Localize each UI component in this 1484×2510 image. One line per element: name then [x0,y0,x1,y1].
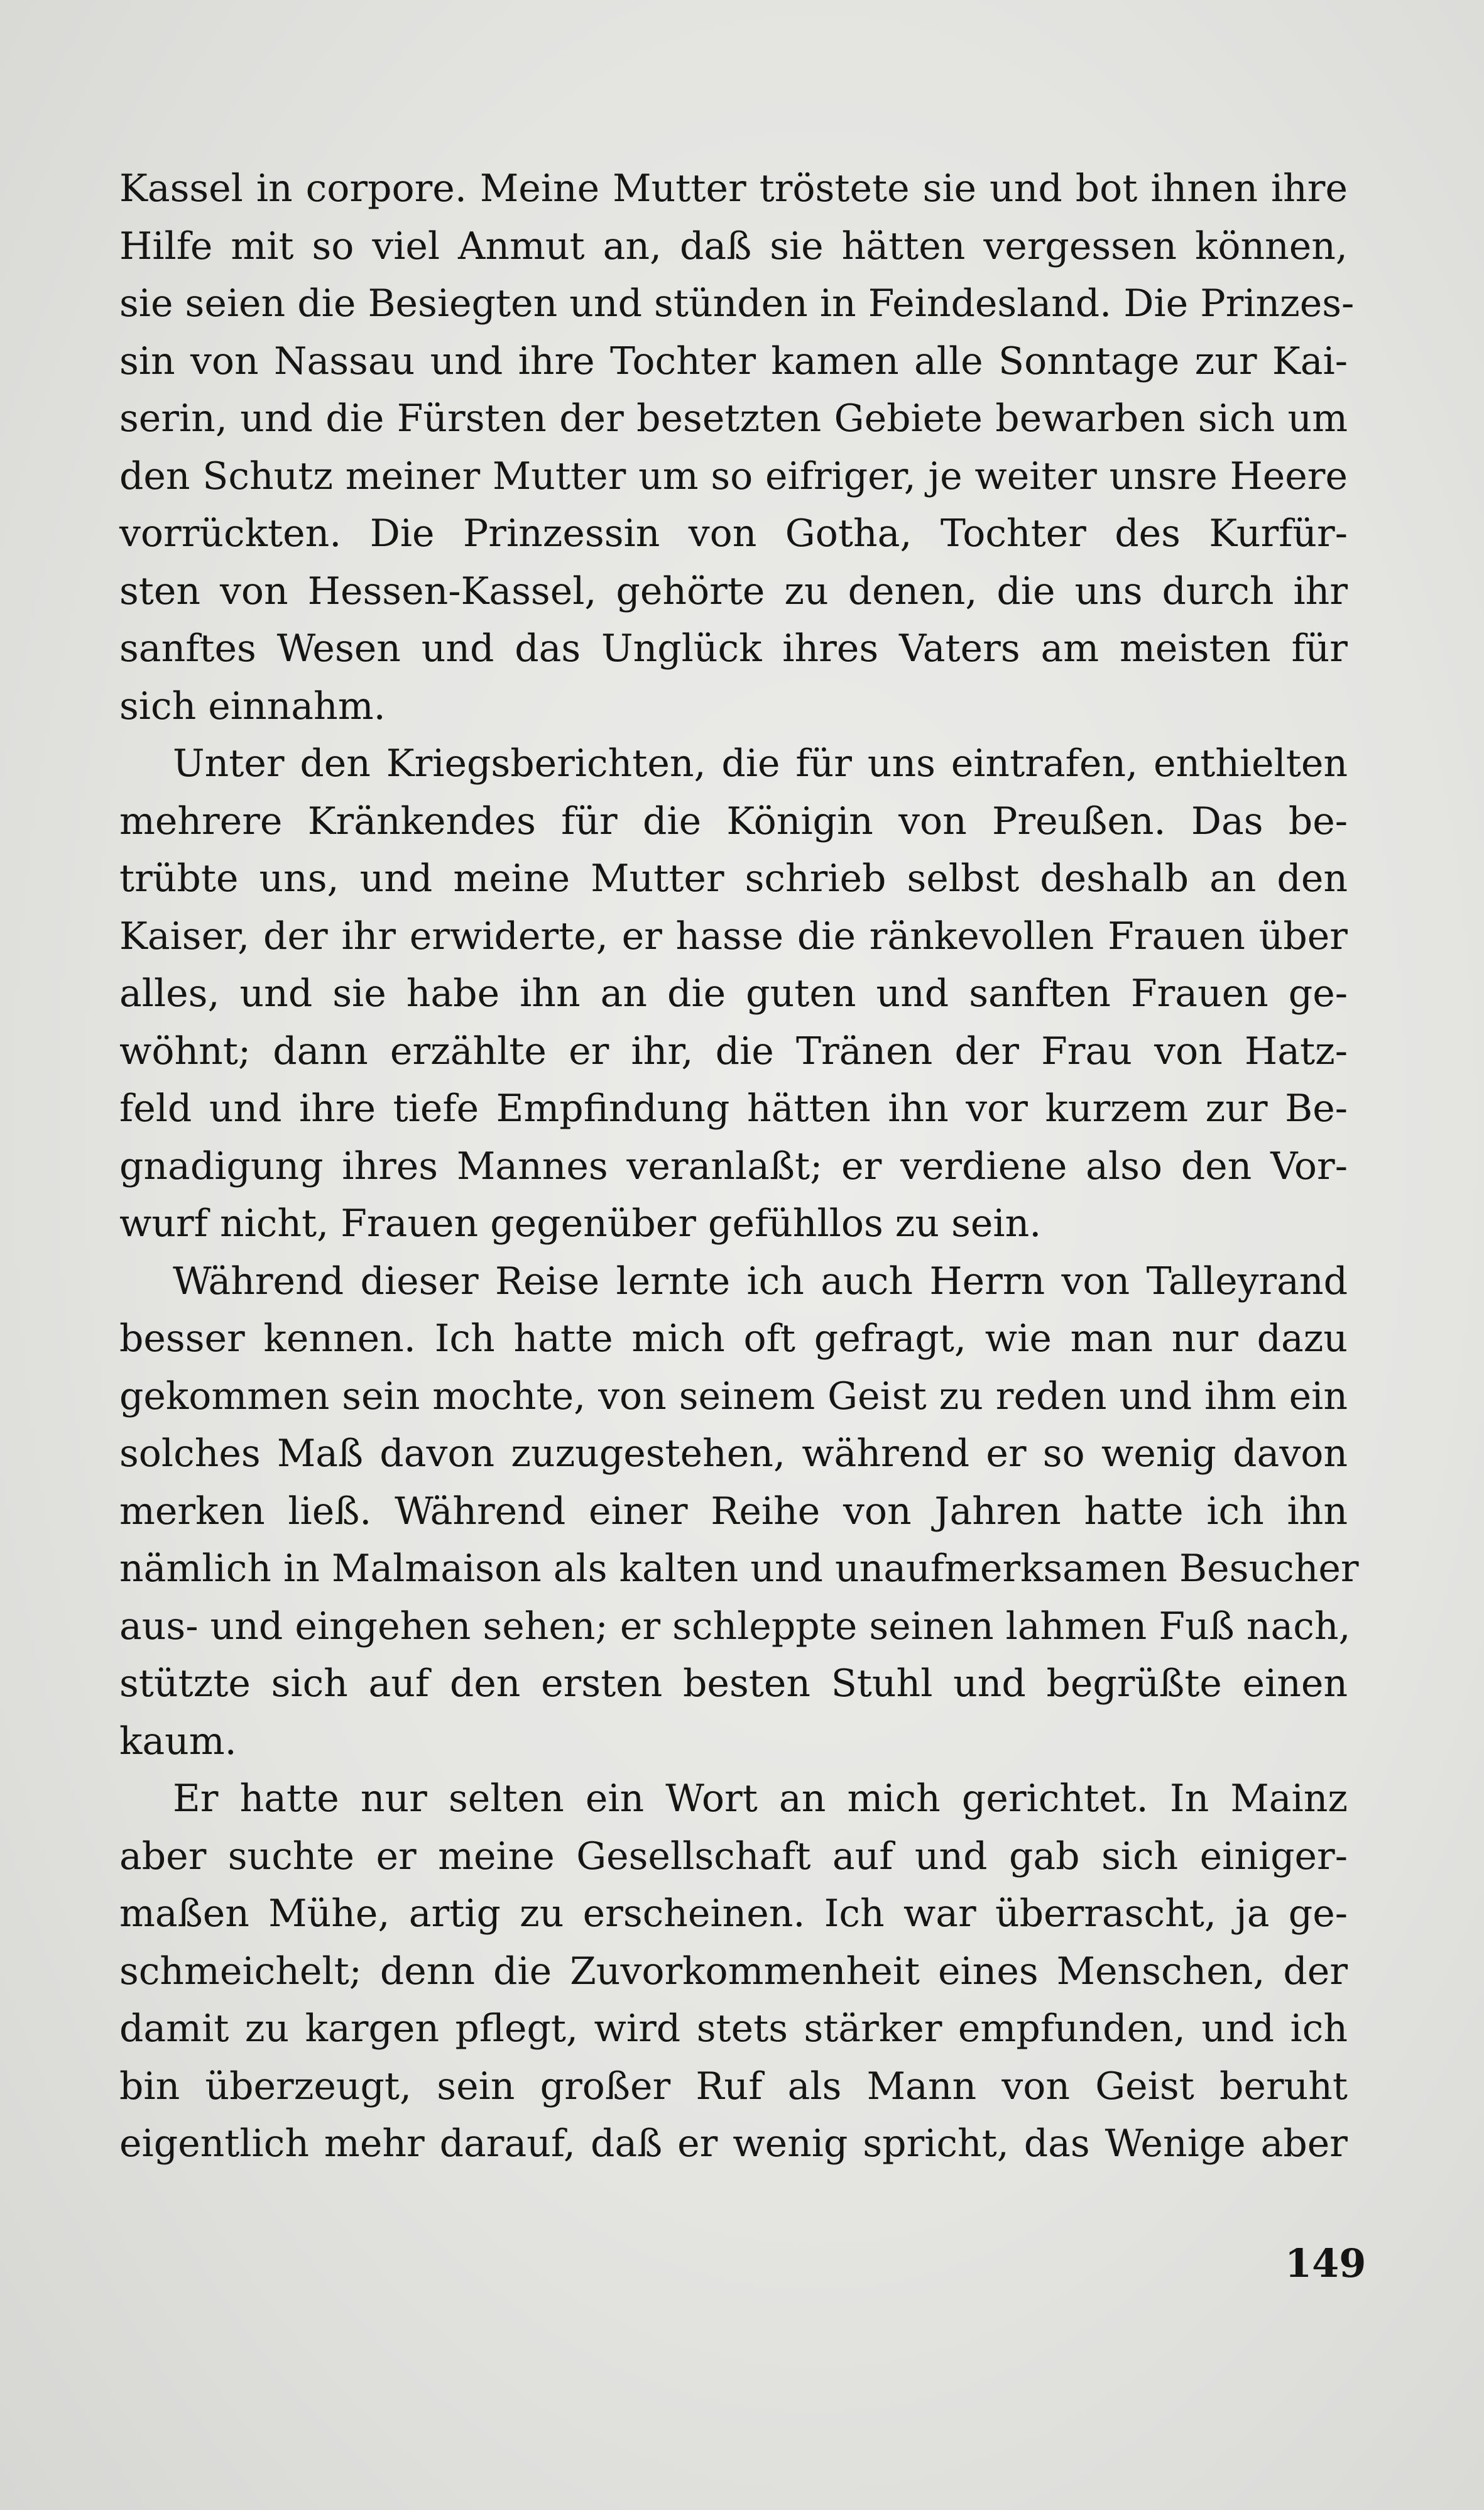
text-line: aber suchte er meine Gesellschaft auf und gab sich einiger- [119,1834,1348,1878]
text-line: Kassel in corpore. Meine Mutter tröstete sie und bot ihnen ihre [119,167,1348,211]
text-line: sten von Hessen-Kassel, gehörte zu denen, die uns durch ihr [119,569,1348,613]
text-line: kaum. [119,1719,237,1763]
text-line: alles, und sie habe ihn an die guten und sanften Frauen ge- [119,972,1348,1016]
text-line: nämlich in Malmaison als kalten und unaufmerksamen Besucher [119,1547,1359,1591]
text-line: sie seien die Besiegten und stünden in Feindesland. Die Prinzes- [119,282,1355,326]
text-line: trübte uns, und meine Mutter schrieb selbst deshalb an den [119,857,1348,901]
text-line: Unter den Kriegsberichten, die für uns eintrafen, enthielten [173,742,1348,786]
text-line: aus- und eingehen sehen; er schleppte seinen lahmen Fuß nach, [119,1604,1351,1648]
text-line: gnadigung ihres Mannes veranlaßt; er verdiene also den Vor- [119,1144,1348,1188]
text-line: Kaiser, der ihr erwiderte, er hasse die ränkevollen Frauen über [119,914,1348,958]
text-line: den Schutz meiner Mutter um so eifriger, je weiter unsre Heere [119,454,1348,498]
text-line: Hilfe mit so viel Anmut an, daß sie hätten vergessen können, [119,224,1348,268]
text-line: eigentlich mehr darauf, daß er wenig spricht, das Wenige aber [119,2122,1348,2166]
text-line: bin überzeugt, sein großer Ruf als Mann von Geist beruht [119,2064,1348,2108]
text-line: damit zu kargen pflegt, wird stets stärker empfunden, und ich [119,2007,1348,2051]
text-line: gekommen sein mochte, von seinem Geist zu reden und ihm ein [119,1374,1348,1418]
text-line: sin von Nassau und ihre Tochter kamen alle Sonntage zur Kai- [119,339,1348,383]
text-line: besser kennen. Ich hatte mich oft gefragt, wie man nur dazu [119,1317,1348,1361]
text-line: wurf nicht, Frauen gegenüber gefühllos zu sein. [119,1202,1042,1246]
text-line: Er hatte nur selten ein Wort an mich gerichtet. In Mainz [173,1777,1348,1821]
text-line: mehrere Kränkendes für die Königin von Preußen. Das be- [119,799,1348,843]
text-line: solches Maß davon zuzugestehen, während er so wenig davon [119,1432,1348,1476]
text-line: merken ließ. Während einer Reihe von Jahren hatte ich ihn [119,1489,1348,1533]
text-line: wöhnt; dann erzählte er ihr, die Tränen der Frau von Hatz- [119,1029,1348,1073]
text-line: stützte sich auf den ersten besten Stuhl und begrüßte einen [119,1662,1348,1706]
text-line: sanftes Wesen und das Unglück ihres Vaters am meisten für [119,627,1348,671]
text-line: Während dieser Reise lernte ich auch Herrn von Talleyrand [173,1259,1348,1303]
page-number: 149 [1285,2240,1367,2286]
text-line: vorrückten. Die Prinzessin von Gotha, Tochter des Kurfür- [119,512,1348,556]
body-text [119,160,1359,2173]
text-line: serin, und die Fürsten der besetzten Gebiete bewarben sich um [119,397,1348,441]
text-line: maßen Mühe, artig zu erscheinen. Ich war überrascht, ja ge- [119,1892,1348,1936]
text-line: feld und ihre tiefe Empfindung hätten ihn vor kurzem zur Be- [119,1087,1348,1131]
text-line: schmeichelt; denn die Zuvorkommenheit eines Menschen, der [119,1949,1348,1993]
text-line: sich einnahm. [119,684,386,728]
